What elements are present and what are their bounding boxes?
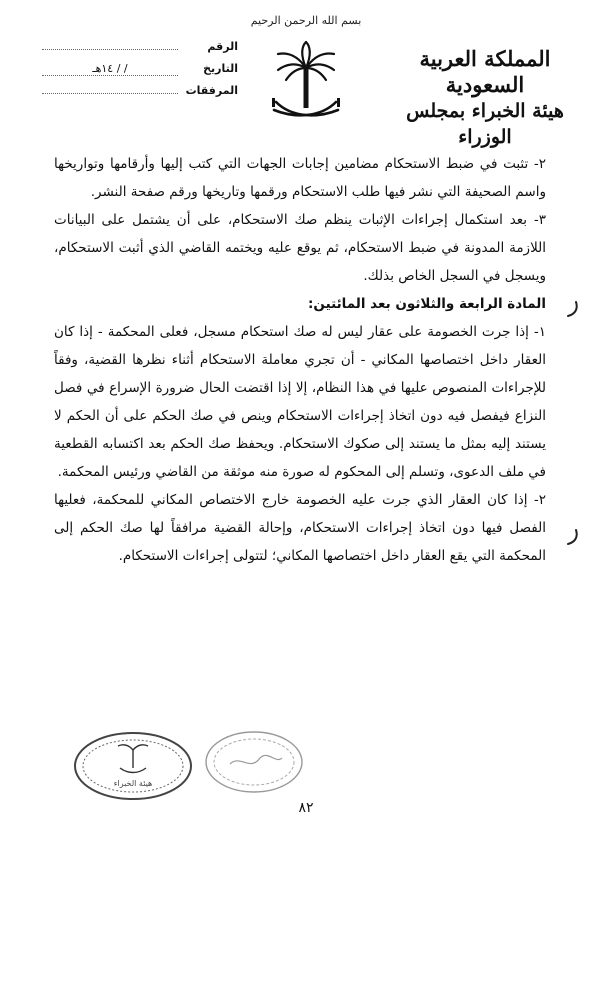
date-value: / / ١٤هـ xyxy=(42,62,178,76)
stamp-impression-icon xyxy=(202,728,306,796)
date-label: التاريخ xyxy=(203,62,238,75)
date-row xyxy=(38,62,238,84)
palm-swords-emblem-icon xyxy=(268,38,344,128)
margin-hook-icon xyxy=(566,528,580,546)
official-seal-icon xyxy=(72,730,194,802)
number-label: الرقم xyxy=(207,40,238,53)
authority-name: هيئة الخبراء بمجلس الوزراء xyxy=(406,100,564,148)
issuer-block xyxy=(380,46,590,150)
page-number: ٨٢ xyxy=(298,800,314,816)
paragraph-3: ٣- بعد استكمال إجراءات الإثبات ينظم صك الاستحكام، على أن يشتمل على البيانات اللازمة المدونة في ضبط الاستحكام، ثم يوقع عليه ويختمه القاضي الذي أثبت الاستحكام، ويسجل في السجل الخاص بذلك. xyxy=(54,212,546,284)
attachments-label: المرفقات xyxy=(185,84,238,97)
article-heading: المادة الرابعة والثلاثون بعد المائتين: xyxy=(308,296,546,312)
number-row xyxy=(38,40,238,62)
paragraph-2: ٢- تثبت في ضبط الاستحكام مضامين إجابات الجهات التي كتب إليها وأرقامها وتواريخها واسم الصحيفة التي نشر فيها طلب الاستحكام ورقمها وتاريخها ورقم صفحة النشر. xyxy=(54,156,546,200)
attachments-row xyxy=(38,84,238,106)
item-2: ٢- إذا كان العقار الذي جرت عليه الخصومة خارج الاختصاص المكاني للمحكمة، فعليها الفصل فيها دون اتخاذ إجراءات الاستحكام، وإحالة القضية مرافقاً لها صك الحكم إلى المحكمة التي يقع العقار داخل اختصاصها المكاني؛ لتتولى إجراءات الاستحكام. xyxy=(54,492,546,564)
item-1: ١- إذا جرت الخصومة على عقار ليس له صك استحكام مسجل، فعلى المحكمة - إذا كان العقار داخل اختصاصها المكاني - أن تجري معاملة الاستحكام أثناء نظرها القضية، وفقاً للإجراءات المنصوص عليها في هذا النظام، إلا إذا اقتضت الحال ضرورة الإسراع في فصل النزاع فيفصل فيه دون اتخاذ إجراءات الاستحكام وينص في صك الحكم على أن الحكم لا يستند إليه بمثل ما يستند إلى صكوك الاستحكام. ويحفظ صك الحكم بعد اكتسابه القطعية في ملف الدعوى، وتسلم إلى المحكوم له صورة منه موثقة من القاضي ورئيس المحكمة. xyxy=(54,324,546,480)
number-value xyxy=(42,49,178,50)
bismillah: بسم الله الرحمن الرحيم xyxy=(250,14,362,27)
article-body xyxy=(54,150,546,570)
seal-text: هيئة الخبراء xyxy=(113,779,153,788)
margin-hook-icon xyxy=(566,300,580,318)
attachments-value xyxy=(42,93,178,94)
reference-block xyxy=(38,40,238,106)
kingdom-name: المملكة العربية السعودية xyxy=(419,46,551,97)
